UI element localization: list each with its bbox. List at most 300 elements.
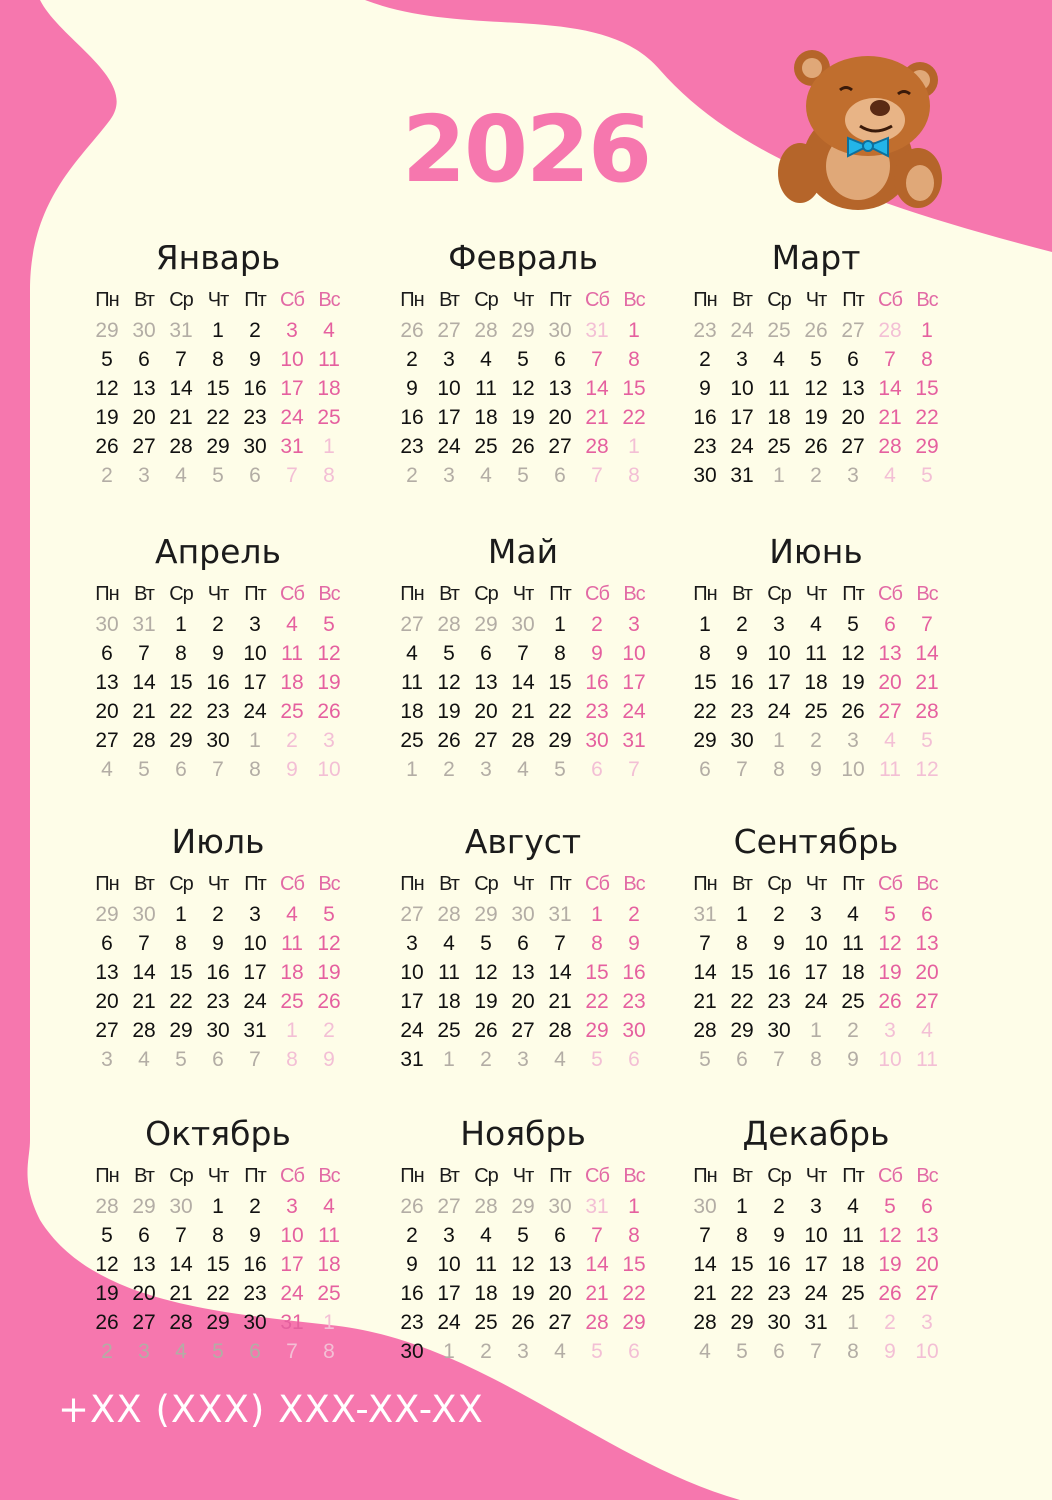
weekday-label: Сб bbox=[280, 1165, 304, 1187]
week-row bbox=[681, 668, 951, 697]
day-cell: 13 bbox=[95, 671, 119, 694]
week-row bbox=[388, 900, 658, 929]
day-cell: 6 bbox=[480, 642, 492, 665]
day-cell: 27 bbox=[132, 435, 156, 458]
day-cell: 12 bbox=[878, 932, 902, 955]
day-cell: 21 bbox=[693, 990, 717, 1013]
day-cell: 13 bbox=[474, 671, 498, 694]
day-cell: 5 bbox=[323, 903, 335, 926]
weekday-label: Пт bbox=[842, 289, 864, 311]
month-name: Январь bbox=[155, 238, 281, 277]
week-row bbox=[83, 316, 353, 345]
day-cell: 7 bbox=[591, 348, 603, 371]
day-cell: 24 bbox=[243, 990, 267, 1013]
day-cell: 3 bbox=[517, 1340, 529, 1363]
day-cell: 16 bbox=[243, 377, 267, 400]
weekday-label: Пн bbox=[693, 583, 717, 605]
day-cell: 7 bbox=[249, 1048, 261, 1071]
day-cell: 20 bbox=[548, 1282, 572, 1305]
day-cell: 12 bbox=[437, 671, 461, 694]
day-cell: 1 bbox=[443, 1048, 455, 1071]
week-row bbox=[83, 726, 353, 755]
day-cell: 29 bbox=[474, 613, 498, 636]
day-cell: 15 bbox=[915, 377, 939, 400]
day-cell: 3 bbox=[249, 613, 261, 636]
week-row bbox=[681, 403, 951, 432]
week-row bbox=[681, 1308, 951, 1337]
day-cell: 26 bbox=[841, 700, 865, 723]
day-cell: 13 bbox=[95, 961, 119, 984]
day-cell: 11 bbox=[401, 671, 423, 694]
day-cell: 11 bbox=[475, 377, 497, 400]
day-cell: 7 bbox=[884, 348, 896, 371]
day-cell: 7 bbox=[517, 642, 529, 665]
weekday-label: Сб bbox=[878, 873, 902, 895]
day-cell: 16 bbox=[767, 1253, 791, 1276]
day-cell: 6 bbox=[847, 348, 859, 371]
day-cell: 23 bbox=[622, 990, 646, 1013]
day-cell: 1 bbox=[699, 613, 711, 636]
day-cell: 8 bbox=[628, 464, 640, 487]
day-cell: 1 bbox=[175, 903, 187, 926]
weekday-label: Чт bbox=[512, 1165, 534, 1187]
week-row bbox=[83, 374, 353, 403]
day-cell: 9 bbox=[628, 932, 640, 955]
day-cell: 4 bbox=[138, 1048, 150, 1071]
day-cell: 25 bbox=[474, 435, 498, 458]
day-cell: 14 bbox=[169, 1253, 193, 1276]
day-cell: 29 bbox=[730, 1019, 754, 1042]
day-cell: 1 bbox=[921, 319, 933, 342]
day-cell: 24 bbox=[280, 406, 304, 429]
weekday-label: Вт bbox=[732, 583, 752, 605]
day-cell: 6 bbox=[921, 903, 933, 926]
day-cell: 10 bbox=[622, 642, 646, 665]
weekday-label: Сб bbox=[878, 583, 902, 605]
weekday-label: Пн bbox=[95, 583, 119, 605]
week-row bbox=[83, 1045, 353, 1074]
day-cell: 9 bbox=[406, 377, 418, 400]
day-cell: 10 bbox=[915, 1340, 939, 1363]
day-cell: 23 bbox=[730, 700, 754, 723]
day-cell: 2 bbox=[406, 1224, 418, 1247]
month-name: Май bbox=[487, 532, 559, 571]
day-cell: 3 bbox=[101, 1048, 113, 1071]
day-cell: 30 bbox=[206, 1019, 230, 1042]
day-cell: 4 bbox=[286, 903, 298, 926]
weekday-label: Ср bbox=[474, 289, 498, 311]
day-cell: 20 bbox=[474, 700, 498, 723]
day-cell: 21 bbox=[548, 990, 572, 1013]
week-row bbox=[388, 1016, 658, 1045]
day-cell: 18 bbox=[767, 406, 791, 429]
day-cell: 24 bbox=[767, 700, 791, 723]
day-cell: 9 bbox=[249, 1224, 261, 1247]
day-cell: 17 bbox=[730, 406, 754, 429]
day-cell: 30 bbox=[511, 903, 535, 926]
day-cell: 29 bbox=[548, 729, 572, 752]
weekday-label: Сб bbox=[585, 289, 609, 311]
weekday-label: Чт bbox=[207, 289, 229, 311]
week-row bbox=[388, 345, 658, 374]
weekday-label: Вс bbox=[318, 1165, 340, 1187]
week-row bbox=[681, 1221, 951, 1250]
day-cell: 3 bbox=[443, 1224, 455, 1247]
day-cell: 26 bbox=[474, 1019, 498, 1042]
day-cell: 6 bbox=[554, 1224, 566, 1247]
day-cell: 3 bbox=[323, 729, 335, 752]
week-row bbox=[388, 461, 658, 490]
day-cell: 6 bbox=[921, 1195, 933, 1218]
day-cell: 1 bbox=[628, 435, 640, 458]
day-cell: 6 bbox=[554, 348, 566, 371]
day-cell: 26 bbox=[511, 1311, 535, 1334]
day-cell: 17 bbox=[767, 671, 791, 694]
week-row bbox=[83, 345, 353, 374]
day-cell: 15 bbox=[206, 377, 230, 400]
month-block bbox=[681, 1112, 951, 1366]
day-cell: 10 bbox=[317, 758, 341, 781]
day-cell: 22 bbox=[169, 700, 193, 723]
day-cell: 7 bbox=[138, 642, 150, 665]
week-row bbox=[388, 639, 658, 668]
day-cell: 15 bbox=[206, 1253, 230, 1276]
day-cell: 16 bbox=[400, 1282, 424, 1305]
weekday-header bbox=[83, 1160, 353, 1192]
day-cell: 2 bbox=[286, 729, 298, 752]
weekday-label: Ср bbox=[474, 583, 498, 605]
week-row bbox=[681, 1279, 951, 1308]
day-cell: 4 bbox=[323, 319, 335, 342]
day-cell: 3 bbox=[847, 729, 859, 752]
day-cell: 1 bbox=[736, 903, 748, 926]
day-cell: 10 bbox=[767, 642, 791, 665]
day-cell: 24 bbox=[804, 990, 828, 1013]
day-cell: 5 bbox=[138, 758, 150, 781]
day-cell: 21 bbox=[878, 406, 902, 429]
day-cell: 6 bbox=[138, 1224, 150, 1247]
day-cell: 7 bbox=[699, 932, 711, 955]
week-row bbox=[681, 610, 951, 639]
week-row bbox=[388, 1279, 658, 1308]
day-cell: 29 bbox=[206, 435, 230, 458]
weekday-label: Пт bbox=[549, 873, 571, 895]
day-cell: 10 bbox=[243, 932, 267, 955]
day-cell: 8 bbox=[810, 1048, 822, 1071]
day-cell: 22 bbox=[548, 700, 572, 723]
weekday-label: Пн bbox=[400, 289, 424, 311]
weekday-header bbox=[83, 578, 353, 610]
day-cell: 19 bbox=[474, 990, 498, 1013]
day-cell: 27 bbox=[878, 700, 902, 723]
day-cell: 30 bbox=[400, 1340, 424, 1363]
day-cell: 15 bbox=[585, 961, 609, 984]
day-cell: 22 bbox=[693, 700, 717, 723]
weekday-header bbox=[388, 1160, 658, 1192]
day-cell: 4 bbox=[480, 1224, 492, 1247]
weekday-label: Сб bbox=[585, 583, 609, 605]
weekday-label: Вт bbox=[134, 873, 154, 895]
day-cell: 5 bbox=[921, 729, 933, 752]
day-cell: 3 bbox=[249, 903, 261, 926]
day-cell: 31 bbox=[548, 903, 572, 926]
weekday-label: Ср bbox=[767, 873, 791, 895]
day-cell: 27 bbox=[400, 903, 424, 926]
weekday-label: Чт bbox=[805, 873, 827, 895]
day-cell: 13 bbox=[878, 642, 902, 665]
day-cell: 27 bbox=[95, 729, 119, 752]
day-cell: 18 bbox=[841, 961, 865, 984]
week-row bbox=[681, 1016, 951, 1045]
day-cell: 1 bbox=[212, 1195, 224, 1218]
week-row bbox=[388, 1337, 658, 1366]
day-cell: 3 bbox=[847, 464, 859, 487]
day-cell: 7 bbox=[699, 1224, 711, 1247]
day-cell: 29 bbox=[95, 319, 119, 342]
day-cell: 5 bbox=[323, 613, 335, 636]
day-cell: 4 bbox=[847, 1195, 859, 1218]
weekday-label: Ср bbox=[169, 583, 193, 605]
day-cell: 9 bbox=[810, 758, 822, 781]
day-cell: 10 bbox=[841, 758, 865, 781]
day-cell: 2 bbox=[810, 464, 822, 487]
day-cell: 3 bbox=[286, 1195, 298, 1218]
weekday-label: Ср bbox=[474, 1165, 498, 1187]
day-cell: 7 bbox=[773, 1048, 785, 1071]
weekday-header bbox=[681, 578, 951, 610]
month-block bbox=[388, 236, 658, 490]
day-cell: 8 bbox=[847, 1340, 859, 1363]
day-cell: 5 bbox=[554, 758, 566, 781]
teddy-bear-icon bbox=[770, 38, 946, 214]
day-cell: 6 bbox=[175, 758, 187, 781]
day-cell: 24 bbox=[730, 319, 754, 342]
week-row bbox=[388, 403, 658, 432]
day-cell: 8 bbox=[554, 642, 566, 665]
day-cell: 31 bbox=[693, 903, 717, 926]
day-cell: 25 bbox=[474, 1311, 498, 1334]
day-cell: 10 bbox=[243, 642, 267, 665]
day-cell: 13 bbox=[511, 961, 535, 984]
day-cell: 23 bbox=[693, 435, 717, 458]
week-row bbox=[388, 929, 658, 958]
day-cell: 28 bbox=[511, 729, 535, 752]
weekday-header bbox=[681, 284, 951, 316]
day-cell: 9 bbox=[286, 758, 298, 781]
day-cell: 28 bbox=[132, 729, 156, 752]
week-row bbox=[681, 1250, 951, 1279]
day-cell: 31 bbox=[169, 319, 193, 342]
day-cell: 13 bbox=[915, 932, 939, 955]
weekday-label: Вс bbox=[623, 1165, 645, 1187]
day-cell: 3 bbox=[286, 319, 298, 342]
day-cell: 9 bbox=[323, 1048, 335, 1071]
day-cell: 30 bbox=[767, 1311, 791, 1334]
weekday-label: Пн bbox=[693, 873, 717, 895]
month-block bbox=[83, 236, 353, 490]
day-cell: 26 bbox=[878, 1282, 902, 1305]
day-cell: 3 bbox=[773, 613, 785, 636]
day-cell: 14 bbox=[585, 377, 609, 400]
weekday-label: Вт bbox=[439, 583, 459, 605]
weekday-label: Вт bbox=[732, 289, 752, 311]
day-cell: 14 bbox=[915, 642, 939, 665]
day-cell: 11 bbox=[916, 1048, 938, 1071]
day-cell: 14 bbox=[548, 961, 572, 984]
day-cell: 7 bbox=[175, 1224, 187, 1247]
day-cell: 10 bbox=[437, 1253, 461, 1276]
weekday-label: Вт bbox=[439, 289, 459, 311]
day-cell: 5 bbox=[810, 348, 822, 371]
day-cell: 29 bbox=[95, 903, 119, 926]
day-cell: 7 bbox=[212, 758, 224, 781]
day-cell: 25 bbox=[804, 700, 828, 723]
day-cell: 16 bbox=[622, 961, 646, 984]
day-cell: 4 bbox=[480, 348, 492, 371]
week-row bbox=[83, 610, 353, 639]
day-cell: 30 bbox=[206, 729, 230, 752]
day-cell: 2 bbox=[699, 348, 711, 371]
week-row bbox=[388, 316, 658, 345]
day-cell: 8 bbox=[249, 758, 261, 781]
day-cell: 11 bbox=[475, 1253, 497, 1276]
day-cell: 15 bbox=[622, 377, 646, 400]
day-cell: 30 bbox=[132, 319, 156, 342]
day-cell: 19 bbox=[95, 1282, 119, 1305]
day-cell: 25 bbox=[280, 700, 304, 723]
day-cell: 4 bbox=[810, 613, 822, 636]
day-cell: 29 bbox=[206, 1311, 230, 1334]
day-cell: 29 bbox=[132, 1195, 156, 1218]
day-cell: 17 bbox=[400, 990, 424, 1013]
day-cell: 20 bbox=[95, 990, 119, 1013]
day-cell: 10 bbox=[280, 348, 304, 371]
week-row bbox=[388, 958, 658, 987]
day-cell: 22 bbox=[206, 406, 230, 429]
day-cell: 6 bbox=[101, 932, 113, 955]
day-cell: 26 bbox=[400, 319, 424, 342]
weekday-label: Пн bbox=[95, 1165, 119, 1187]
day-cell: 27 bbox=[132, 1311, 156, 1334]
day-cell: 11 bbox=[842, 932, 864, 955]
day-cell: 6 bbox=[101, 642, 113, 665]
week-row bbox=[83, 461, 353, 490]
day-cell: 10 bbox=[400, 961, 424, 984]
week-row bbox=[388, 1308, 658, 1337]
weekday-label: Пн bbox=[400, 583, 424, 605]
week-row bbox=[681, 461, 951, 490]
day-cell: 2 bbox=[443, 758, 455, 781]
weekday-label: Вт bbox=[134, 1165, 154, 1187]
day-cell: 13 bbox=[548, 377, 572, 400]
week-row bbox=[388, 1192, 658, 1221]
day-cell: 4 bbox=[517, 758, 529, 781]
day-cell: 5 bbox=[847, 613, 859, 636]
day-cell: 12 bbox=[95, 377, 119, 400]
day-cell: 9 bbox=[406, 1253, 418, 1276]
day-cell: 20 bbox=[511, 990, 535, 1013]
week-row bbox=[681, 345, 951, 374]
month-name: Сентябрь bbox=[733, 822, 899, 861]
day-cell: 30 bbox=[132, 903, 156, 926]
day-cell: 10 bbox=[437, 377, 461, 400]
day-cell: 2 bbox=[847, 1019, 859, 1042]
week-row bbox=[681, 900, 951, 929]
day-cell: 6 bbox=[249, 464, 261, 487]
day-cell: 16 bbox=[206, 961, 230, 984]
day-cell: 17 bbox=[280, 377, 304, 400]
day-cell: 3 bbox=[443, 464, 455, 487]
day-cell: 30 bbox=[169, 1195, 193, 1218]
day-cell: 13 bbox=[548, 1253, 572, 1276]
day-cell: 28 bbox=[693, 1311, 717, 1334]
weekday-header bbox=[388, 578, 658, 610]
weekday-label: Пт bbox=[244, 873, 266, 895]
weekday-label: Сб bbox=[280, 873, 304, 895]
weekday-label: Вс bbox=[916, 1165, 938, 1187]
day-cell: 7 bbox=[591, 464, 603, 487]
day-cell: 5 bbox=[699, 1048, 711, 1071]
weekday-label: Сб bbox=[585, 873, 609, 895]
weekday-label: Чт bbox=[207, 583, 229, 605]
day-cell: 2 bbox=[249, 1195, 261, 1218]
day-cell: 1 bbox=[249, 729, 261, 752]
week-row bbox=[83, 1192, 353, 1221]
day-cell: 1 bbox=[810, 1019, 822, 1042]
day-cell: 4 bbox=[773, 348, 785, 371]
year-title: 2026 bbox=[401, 96, 651, 203]
day-cell: 21 bbox=[132, 990, 156, 1013]
week-row bbox=[388, 755, 658, 784]
weekday-label: Ср bbox=[169, 1165, 193, 1187]
day-cell: 4 bbox=[884, 729, 896, 752]
day-cell: 5 bbox=[884, 903, 896, 926]
day-cell: 21 bbox=[585, 1282, 609, 1305]
day-cell: 6 bbox=[591, 758, 603, 781]
day-cell: 26 bbox=[95, 435, 119, 458]
weekday-header bbox=[388, 284, 658, 316]
week-row bbox=[681, 639, 951, 668]
day-cell: 15 bbox=[693, 671, 717, 694]
day-cell: 12 bbox=[317, 642, 341, 665]
day-cell: 6 bbox=[628, 1340, 640, 1363]
day-cell: 2 bbox=[773, 903, 785, 926]
day-cell: 20 bbox=[915, 961, 939, 984]
day-cell: 24 bbox=[280, 1282, 304, 1305]
day-cell: 17 bbox=[243, 961, 267, 984]
day-cell: 23 bbox=[585, 700, 609, 723]
day-cell: 4 bbox=[884, 464, 896, 487]
day-cell: 3 bbox=[480, 758, 492, 781]
day-cell: 11 bbox=[281, 932, 303, 955]
week-row bbox=[83, 755, 353, 784]
weekday-label: Чт bbox=[207, 1165, 229, 1187]
day-cell: 2 bbox=[628, 903, 640, 926]
day-cell: 5 bbox=[591, 1048, 603, 1071]
weekday-label: Вс bbox=[623, 873, 645, 895]
day-cell: 28 bbox=[915, 700, 939, 723]
weekday-label: Пт bbox=[244, 1165, 266, 1187]
day-cell: 25 bbox=[280, 990, 304, 1013]
day-cell: 1 bbox=[628, 319, 640, 342]
weekday-label: Вс bbox=[916, 873, 938, 895]
day-cell: 22 bbox=[585, 990, 609, 1013]
day-cell: 27 bbox=[474, 729, 498, 752]
day-cell: 22 bbox=[169, 990, 193, 1013]
day-cell: 16 bbox=[243, 1253, 267, 1276]
weekday-label: Пт bbox=[244, 583, 266, 605]
day-cell: 23 bbox=[206, 990, 230, 1013]
